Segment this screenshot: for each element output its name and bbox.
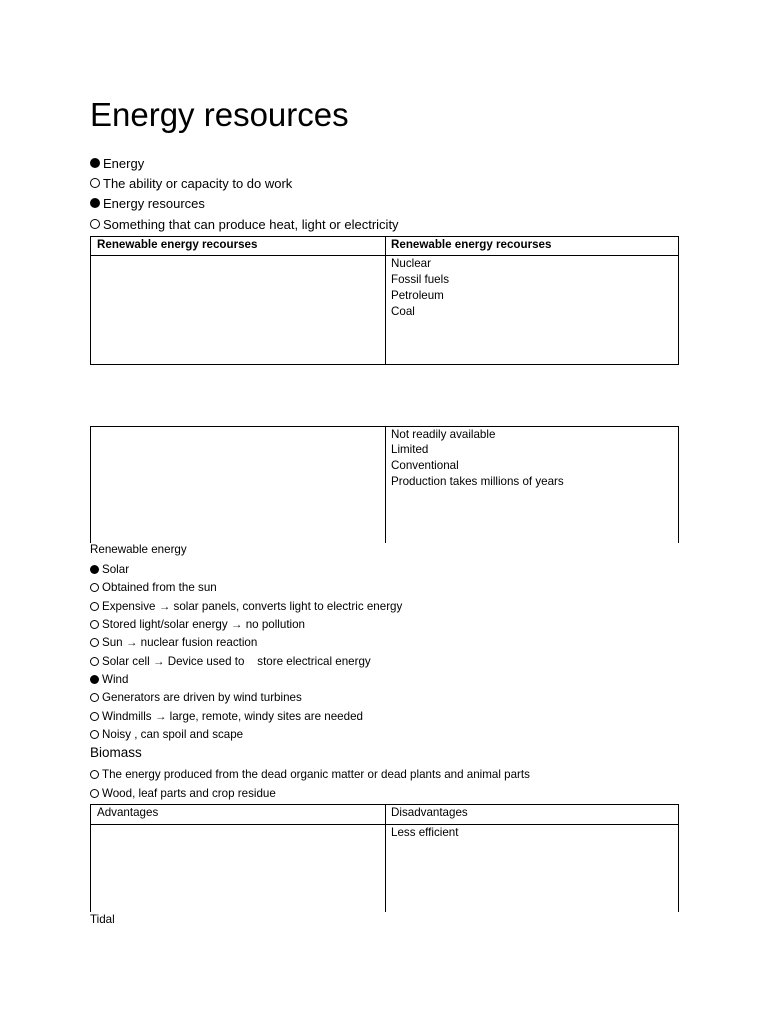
page-title: Energy resources: [90, 96, 349, 133]
bullet-wind-point: [90, 725, 243, 743]
filled-bullet-icon: [90, 675, 99, 684]
table-column-divider: [385, 236, 386, 365]
tidal-heading: Tidal: [90, 913, 115, 926]
bullet-text: Generators are driven by wind turbines: [102, 690, 302, 704]
table-cell-item: Fossil fuels: [391, 273, 449, 286]
bullet-text: Solar: [102, 562, 130, 576]
table-cell-item: Less efficient: [391, 826, 459, 839]
hollow-bullet-icon: [90, 620, 99, 629]
hollow-bullet-icon: [90, 789, 99, 798]
hollow-bullet-icon: [90, 657, 99, 666]
bullet-text: Windmills → large, remote, windy sites are needed: [102, 709, 363, 723]
bullet-text: Wind: [102, 672, 129, 686]
bullet-energy-definition: [90, 173, 292, 193]
bullet-text: Noisy , can spoil and scape: [102, 727, 244, 741]
bullet-solar-point: [90, 597, 402, 615]
bullet-text: Energy resources: [103, 195, 205, 211]
table-cell-item: Conventional: [391, 459, 459, 472]
bullet-solar: [90, 560, 129, 578]
bullet-solar-point: [90, 652, 371, 670]
bullet-text: Expensive → solar panels, converts light to electric energy: [102, 599, 403, 613]
bullet-text: Energy: [103, 155, 145, 171]
hollow-bullet-icon: [90, 602, 99, 611]
hollow-bullet-icon: [90, 178, 100, 188]
table-border-right: [678, 426, 679, 543]
bullet-wind-point: [90, 688, 302, 706]
bullet-text: The ability or capacity to do work: [103, 175, 293, 191]
bullet-text: Something that can produce heat, light or electricity: [103, 216, 399, 232]
biomass-heading: Biomass: [90, 745, 142, 760]
table-cell-item: Limited: [391, 443, 429, 456]
bullet-text: Stored light/solar energy → no pollution: [102, 617, 306, 631]
table-header-right: Renewable energy recourses: [391, 238, 552, 251]
bullet-text: Wood, leaf parts and crop residue: [102, 786, 276, 800]
bullet-energy: [90, 153, 144, 173]
table-border-right: [678, 236, 679, 365]
table-border-left: [90, 236, 91, 365]
hollow-bullet-icon: [90, 730, 99, 739]
bullet-solar-point: [90, 615, 305, 633]
table-cell-item: Not readily available: [391, 428, 496, 441]
table-header-disadvantages: Disadvantages: [391, 806, 468, 819]
bullet-text: Obtained from the sun: [102, 580, 217, 594]
renewable-energy-heading: Renewable energy: [90, 543, 187, 556]
table-border-left: [90, 426, 91, 543]
bullet-biomass-point: [90, 765, 530, 783]
table-cell-item: Petroleum: [391, 289, 444, 302]
bullet-text: Solar cell → Device used to store electrical energy: [102, 654, 371, 668]
bullet-text: Sun → nuclear fusion reaction: [102, 635, 258, 649]
hollow-bullet-icon: [90, 693, 99, 702]
filled-bullet-icon: [90, 565, 99, 574]
hollow-bullet-icon: [90, 712, 99, 721]
table-border-right: [678, 804, 679, 912]
table-column-divider: [385, 426, 386, 543]
table-cell-item: Coal: [391, 305, 415, 318]
bullet-biomass-point: [90, 784, 276, 802]
table-header-advantages: Advantages: [97, 806, 159, 819]
bullet-text: The energy produced from the dead organic matter or dead plants and animal parts: [102, 767, 530, 781]
table-cell-item: Nuclear: [391, 257, 431, 270]
table-border-left: [90, 804, 91, 912]
hollow-bullet-icon: [90, 638, 99, 647]
bullet-wind: [90, 670, 128, 688]
bullet-wind-point: [90, 707, 363, 725]
bullet-solar-point: [90, 633, 257, 651]
filled-bullet-icon: [90, 158, 100, 168]
bullet-energy-resources: [90, 193, 205, 213]
bullet-solar-point: [90, 578, 217, 596]
table-column-divider: [385, 804, 386, 912]
hollow-bullet-icon: [90, 583, 99, 592]
bullet-resources-definition: [90, 214, 399, 234]
hollow-bullet-icon: [90, 219, 100, 229]
filled-bullet-icon: [90, 198, 100, 208]
table-cell-item: Production takes millions of years: [391, 475, 564, 488]
hollow-bullet-icon: [90, 770, 99, 779]
table-header-left: Renewable energy recourses: [97, 238, 258, 251]
